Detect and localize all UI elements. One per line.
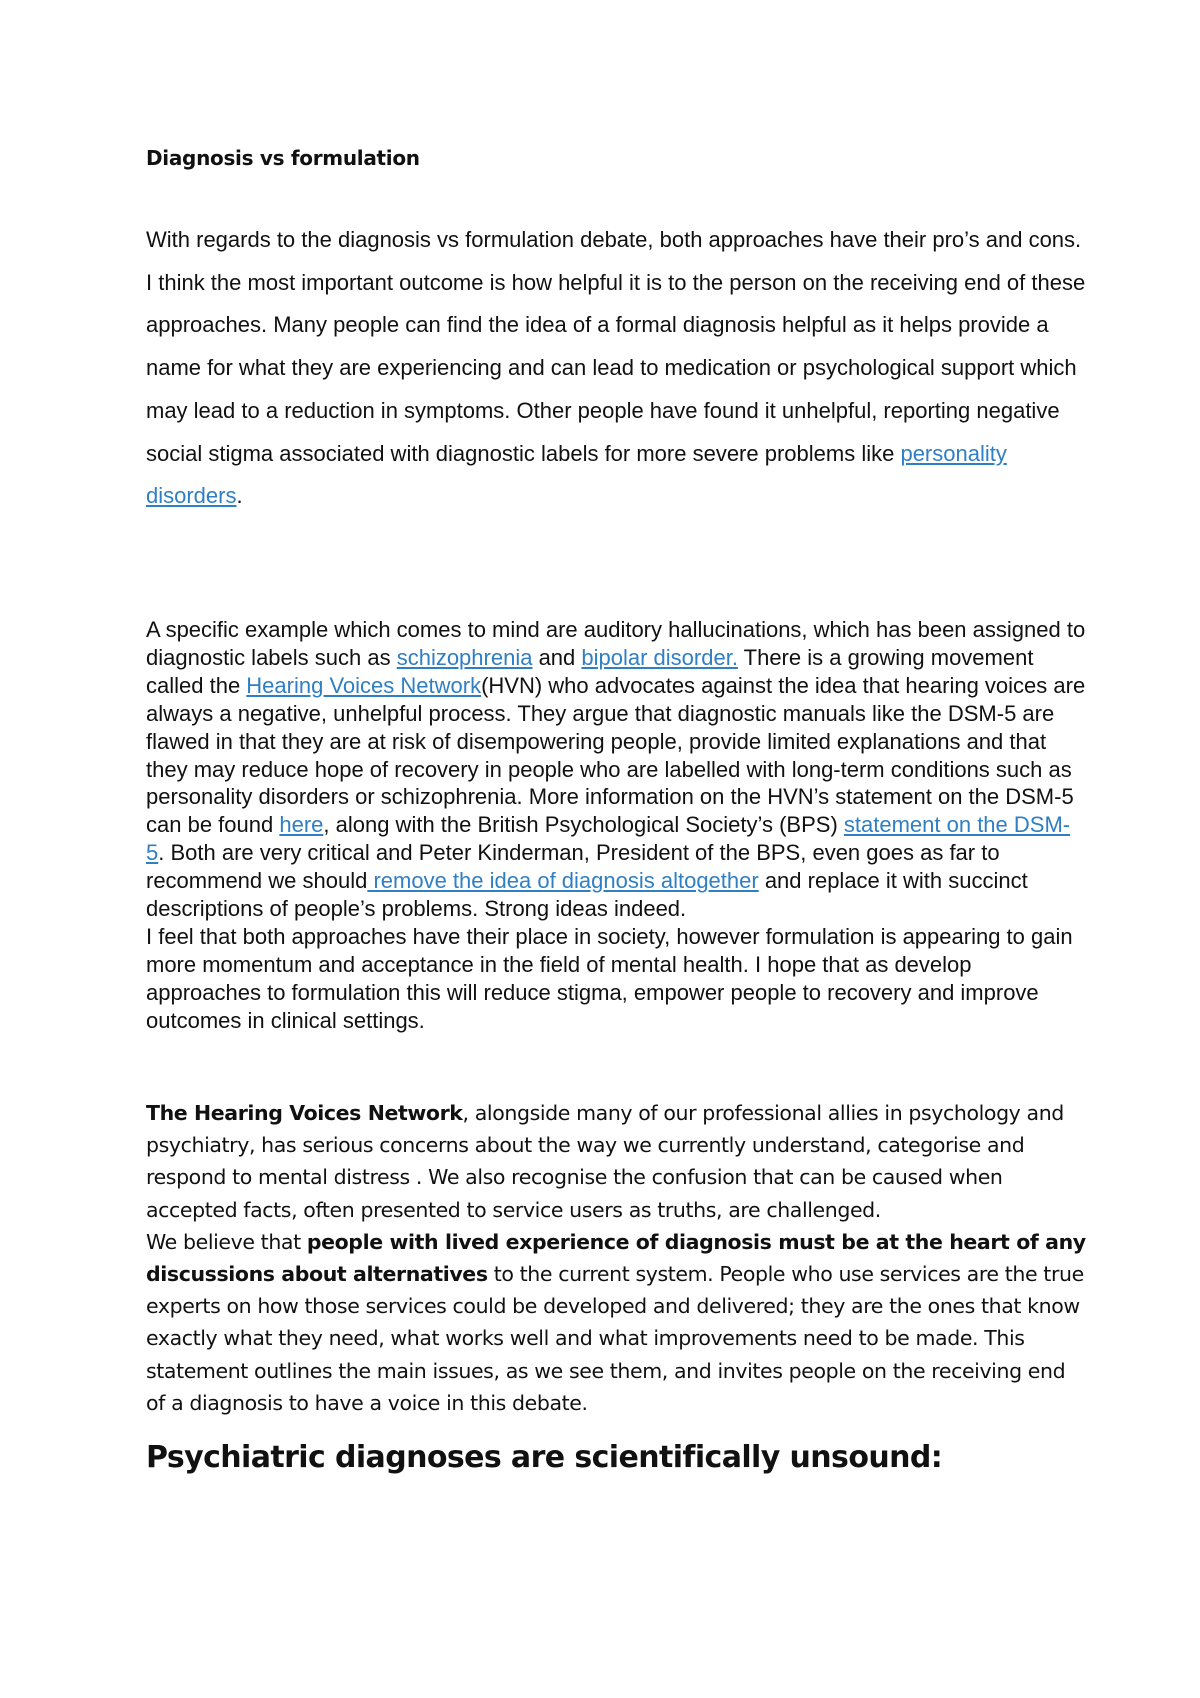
paragraph-text: We believe that [146,1229,307,1254]
doc-title: Diagnosis vs formulation [146,146,420,170]
paragraph-text: (HVN) who advocates against the idea that hearing voices are always a negative, unhelpful process. They argue that diagnostic manuals like the DSM-5 are flawed in that they are at risk of disempowering people, provide limited explanations and that they may reduce hope of recovery in people who are labelled with long-term conditions such as personality disorders or schizophrenia. More information on the HVN’s statement on the DSM-5 can be found [146,672,1086,838]
paragraph-text: and replace it with succinct descriptions of people’s problems. Strong ideas indeed. [146,868,1028,922]
paragraph-text: . [236,483,243,509]
paragraph-text: There is a growing movement called the [146,644,1034,698]
paragraph-text: , alongside many of our professional allies in psychology and psychiatry, has serious concerns about the way we currently understand, categorise and respond to mental distress . We also recognise the confusion that can be caused when accepted facts, often presented to service users as truths, are challenged. [146,1101,1064,1222]
paragraph-text: A specific example which comes to mind are auditory hallucinations, which has been assigned to diagnostic labels such as [146,617,1086,670]
paragraph-intro [146,219,1086,518]
paragraph-text: With regards to the diagnosis vs formulation debate, both approaches have their pro’s and cons. I think the most important outcome is how helpful it is to the person on the receiving end of these approaches. Many people can find the idea of a formal diagnosis helpful as it helps provide a name for what they are experiencing and can lead to medication or psychological support which may lead to a reduction in symptoms. Other people have found it unhelpful, reporting negative social stigma associated with diagnostic labels for more severe problems like [146,227,1086,466]
paragraph-text: . Both are very critical and Peter Kinderman, President of the BPS, even goes as far to recommend we should [146,840,1000,894]
link-statement-on-dsm5[interactable]: statement on the DSM-5 [146,812,1071,866]
bold-text: people with lived experience of diagnosis must be at the heart of any discussions about alternatives [146,1229,1086,1287]
link-here[interactable]: here [279,812,324,838]
link-remove-diagnosis[interactable]: remove the idea of diagnosis altogether [367,868,759,894]
paragraph-text: and [532,644,582,670]
link-personality-disorders[interactable]: personality disorders [146,440,1007,509]
paragraph-text: I feel that both approaches have their place in society, however formulation is appearing to gain more momentum and acceptance in the field of mental health. I hope that as develop approaches to formulation this will reduce stigma, empower people to recovery and improve outcomes in clinical settings. [146,923,1073,1033]
paragraph-hvn-statement [146,1097,1086,1419]
paragraph-text: , along with the British Psychological Society’s (BPS) [323,812,844,838]
link-hearing-voices-network[interactable]: Hearing Voices Network [246,672,482,698]
paragraph-example [146,616,1086,1035]
link-schizophrenia[interactable]: schizophrenia [396,644,533,670]
link-bipolar-disorder[interactable]: bipolar disorder. [581,644,738,670]
paragraph-text: to the current system. People who use services are the true experts on how those services could be developed and delivered; they are the ones that know exactly what they need, what works well and what improvements need to be made. This statement outlines the main issues, as we see them, and invites people on the receiving end of a diagnosis to have a voice in this debate. [146,1262,1084,1415]
section-heading: Psychiatric diagnoses are scientifically unsound: [146,1440,943,1475]
bold-text: The Hearing Voices Network [146,1101,463,1125]
